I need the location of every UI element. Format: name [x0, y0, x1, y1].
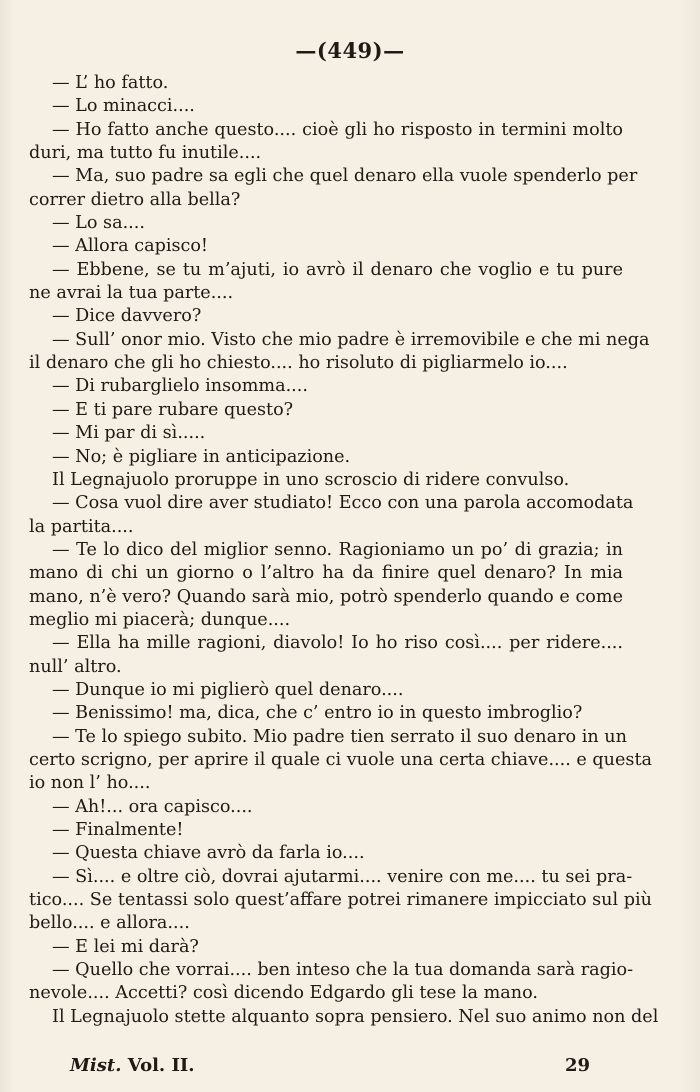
text-line: — No; è pigliare in anticipazione.	[52, 446, 351, 467]
text-line: Il Legnajuolo stette alquanto sopra pensiero. Nel suo animo non del	[52, 1006, 659, 1027]
page-body	[29, 72, 659, 1029]
text-line: ne avrai la tua parte....	[29, 283, 234, 304]
text-line: — Dunque io mi piglierò quel denaro....	[52, 679, 404, 700]
text-line: — Sì.... e oltre ciò, dovrai ajutarmi.... venire con me.... tu sei pra-	[52, 866, 633, 887]
text-line: — Questa chiave avrò da farla io....	[52, 843, 365, 864]
text-line: duri, ma tutto fu inutile....	[29, 143, 262, 164]
text-line: tico.... Se tentassi solo quest’affare potrei rimanere impicciato sul più	[29, 890, 652, 911]
text-line: — Dice davvero?	[52, 306, 202, 327]
text-line: bello.... e allora....	[29, 913, 190, 934]
text-line: la partita....	[29, 516, 134, 537]
text-line: — E ti pare rubare questo?	[52, 399, 294, 420]
text-line: correr dietro alla bella?	[29, 189, 241, 210]
text-line: — Lo sa....	[52, 213, 145, 234]
text-line: null’ altro.	[29, 656, 122, 677]
text-line: — Benissimo! ma, dica, che c’ entro io in questo imbroglio?	[52, 703, 583, 724]
text-line: — Di rubarglielo insomma....	[52, 376, 308, 397]
text-line: — Lo minacci....	[52, 96, 195, 117]
text-line: — Ho fatto anche questo.... cioè gli ho risposto in termini molto	[52, 119, 623, 140]
text-line: mano, n’è vero? Quando sarà mio, potrò spenderlo quando e come	[29, 586, 623, 607]
signature-volume: Vol. II.	[121, 1055, 195, 1076]
text-line: — Te lo spiego subito. Mio padre tien serrato il suo denaro in un	[52, 726, 627, 747]
text-line: — Allora capisco!	[52, 236, 209, 257]
text-line: — Ella ha mille ragioni, diavolo! Io ho riso così.... per ridere....	[52, 633, 623, 654]
text-line: il denaro che gli ho chiesto.... ho risoluto di pigliarmelo io....	[29, 353, 568, 374]
page-number-header: —(449)—	[295, 38, 405, 63]
text-line: — Te lo dico del miglior senno. Ragioniamo un po’ di grazia; in	[52, 539, 623, 560]
text-line: mano di chi un giorno o l’altro ha da finire quel denaro? In mia	[29, 563, 623, 584]
text-line: — Ma, suo padre sa egli che quel denaro ella vuole spenderlo per	[52, 166, 638, 187]
text-line: meglio mi piacerà; dunque....	[29, 609, 291, 630]
printer-signature	[70, 1055, 195, 1076]
page-footer	[70, 1055, 590, 1079]
text-line: — Quello che vorrai.... ben inteso che la tua domanda sarà ragio-	[52, 960, 634, 981]
text-line: — Finalmente!	[52, 820, 184, 840]
text-line: Il Legnajuolo proruppe in uno scroscio di ridere convulso.	[52, 469, 570, 490]
text-line: nevole.... Accetti? così dicendo Edgardo gli tese la mano.	[29, 983, 538, 1004]
text-line: certo scrigno, per aprire il quale ci vuole una certa chiave.... e questa	[29, 749, 653, 770]
text-line: — Cosa vuol dire aver studiato! Ecco con una parola accomodata	[52, 493, 634, 514]
text-line: — Sull’ onor mio. Visto che mio padre è irremovibile e che mi nega	[52, 329, 650, 350]
sheet-number: 29	[564, 1055, 590, 1076]
text-line: — L’ ho fatto.	[52, 73, 169, 93]
signature-abbrev: Mist.	[70, 1055, 122, 1076]
text-line: — Ebbene, se tu m’ajuti, io avrò il denaro che voglio e tu pure	[52, 259, 623, 280]
text-line: — Ah!... ora capisco....	[52, 796, 253, 817]
text-line: — E lei mi darà?	[52, 936, 199, 957]
text-line: — Mi par di sì.....	[52, 423, 206, 444]
text-line: io non l’ ho....	[29, 773, 151, 794]
